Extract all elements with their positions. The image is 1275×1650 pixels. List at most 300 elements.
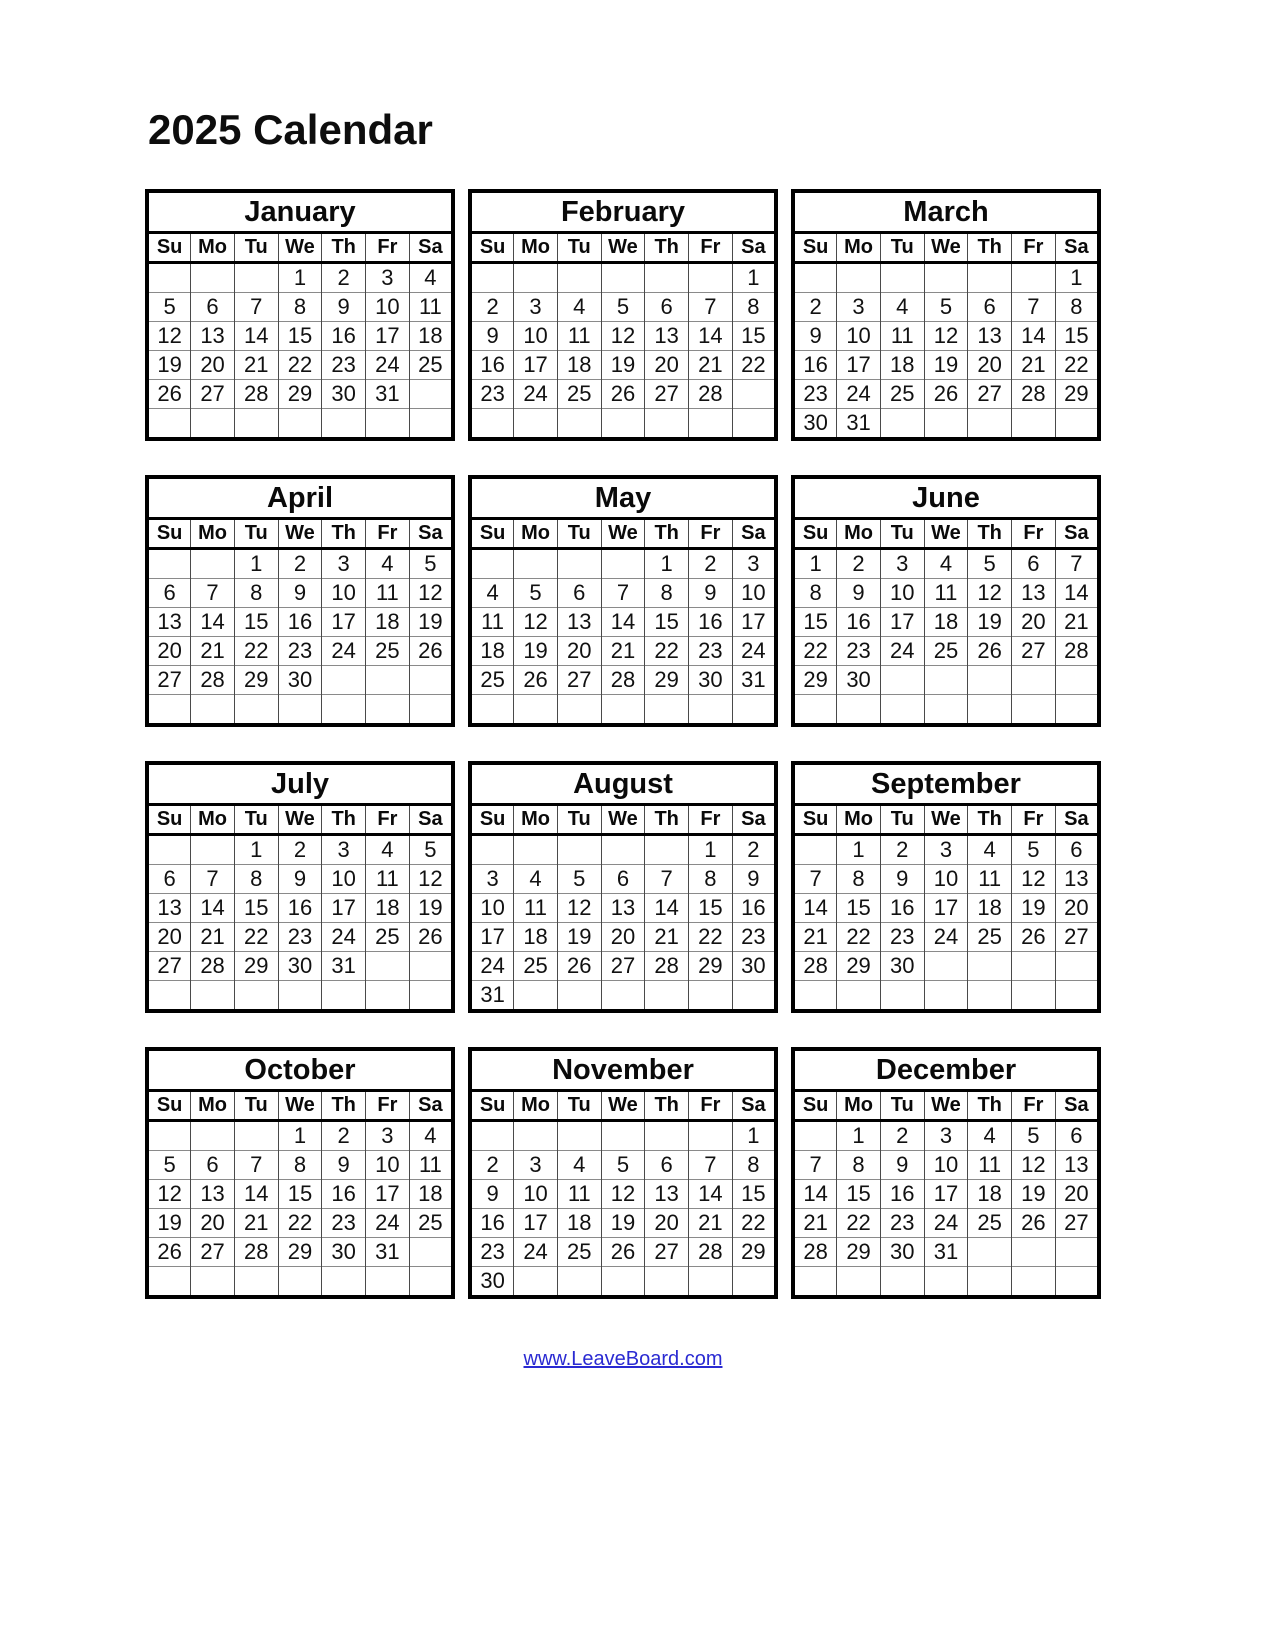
day-cell: 19: [147, 1209, 191, 1238]
dow-header-su: Su: [147, 519, 191, 549]
week-row: [147, 608, 453, 637]
day-cell: 6: [968, 293, 1012, 322]
month-table-august: [468, 761, 778, 1013]
dow-header-su: Su: [793, 519, 837, 549]
day-cell: 9: [793, 322, 837, 351]
month-title: August: [470, 763, 776, 805]
day-cell: 9: [470, 322, 514, 351]
dow-header-mo: Mo: [514, 805, 558, 835]
day-cell: 27: [1055, 1209, 1099, 1238]
day-cell: 2: [880, 835, 924, 865]
day-cell: [147, 1121, 191, 1151]
day-cell: [557, 409, 601, 440]
dow-header-su: Su: [793, 233, 837, 263]
dow-header-th: Th: [968, 519, 1012, 549]
dow-header-sa: Sa: [732, 805, 776, 835]
month-table-november: [468, 1047, 778, 1299]
dow-header-fr: Fr: [366, 1091, 410, 1121]
day-cell: [470, 549, 514, 579]
day-cell: 20: [645, 1209, 689, 1238]
day-cell: 2: [278, 835, 322, 865]
day-cell: [514, 409, 558, 440]
dow-header-tu: Tu: [234, 1091, 278, 1121]
week-row: [793, 666, 1099, 695]
day-cell: 3: [732, 549, 776, 579]
day-cell: 15: [278, 322, 322, 351]
day-cell: 5: [1012, 835, 1056, 865]
dow-header-fr: Fr: [366, 805, 410, 835]
day-cell: 12: [409, 579, 453, 608]
day-cell: 15: [278, 1180, 322, 1209]
day-cell: [601, 549, 645, 579]
dow-header-mo: Mo: [191, 1091, 235, 1121]
week-row: [470, 981, 776, 1012]
day-cell: [191, 835, 235, 865]
day-cell: 4: [366, 549, 410, 579]
day-cell: 25: [366, 923, 410, 952]
day-cell: 1: [837, 1121, 881, 1151]
week-row: [147, 322, 453, 351]
day-cell: 8: [837, 865, 881, 894]
day-cell: 6: [1012, 549, 1056, 579]
day-cell: 6: [645, 293, 689, 322]
dow-header-th: Th: [322, 233, 366, 263]
day-cell: [234, 695, 278, 726]
day-cell: 12: [1012, 865, 1056, 894]
day-cell: 28: [234, 380, 278, 409]
day-cell: [837, 263, 881, 293]
day-cell: 14: [645, 894, 689, 923]
day-cell: 10: [366, 1151, 410, 1180]
day-cell: [880, 695, 924, 726]
day-cell: [470, 1121, 514, 1151]
day-cell: [968, 1238, 1012, 1267]
day-cell: 30: [322, 1238, 366, 1267]
day-cell: [557, 1121, 601, 1151]
day-cell: [191, 409, 235, 440]
dow-header-we: We: [278, 519, 322, 549]
day-cell: [514, 981, 558, 1012]
day-cell: 26: [514, 666, 558, 695]
day-cell: 4: [557, 1151, 601, 1180]
day-cell: 25: [968, 1209, 1012, 1238]
day-cell: 27: [601, 952, 645, 981]
day-cell: 25: [924, 637, 968, 666]
week-row: [470, 923, 776, 952]
day-cell: 8: [645, 579, 689, 608]
day-cell: [880, 1267, 924, 1298]
day-cell: 6: [557, 579, 601, 608]
week-row: [147, 293, 453, 322]
day-cell: 31: [322, 952, 366, 981]
day-cell: 11: [968, 865, 1012, 894]
day-cell: 28: [191, 952, 235, 981]
day-cell: [1012, 1238, 1056, 1267]
day-cell: [880, 666, 924, 695]
day-cell: 1: [1055, 263, 1099, 293]
dow-header-th: Th: [968, 233, 1012, 263]
day-cell: 26: [147, 380, 191, 409]
day-cell: 20: [1055, 1180, 1099, 1209]
day-cell: [514, 263, 558, 293]
day-cell: 5: [601, 1151, 645, 1180]
month-table-october: [145, 1047, 455, 1299]
day-cell: 14: [234, 1180, 278, 1209]
day-cell: 3: [470, 865, 514, 894]
week-row: [470, 579, 776, 608]
day-cell: [793, 263, 837, 293]
day-cell: [322, 409, 366, 440]
day-cell: [366, 981, 410, 1012]
day-cell: 25: [409, 1209, 453, 1238]
day-cell: [880, 409, 924, 440]
month-table-july: [145, 761, 455, 1013]
week-row: [793, 894, 1099, 923]
day-cell: 7: [1012, 293, 1056, 322]
day-cell: 14: [191, 894, 235, 923]
day-cell: 24: [322, 637, 366, 666]
day-cell: 24: [514, 380, 558, 409]
dow-header-fr: Fr: [1012, 1091, 1056, 1121]
day-cell: 25: [470, 666, 514, 695]
day-cell: 18: [470, 637, 514, 666]
day-cell: 2: [470, 293, 514, 322]
day-cell: 19: [601, 351, 645, 380]
day-cell: 21: [191, 923, 235, 952]
day-cell: 23: [322, 351, 366, 380]
day-cell: 15: [837, 894, 881, 923]
week-row: [793, 981, 1099, 1012]
day-cell: [1012, 695, 1056, 726]
day-cell: [191, 981, 235, 1012]
week-row: [470, 1180, 776, 1209]
day-cell: 11: [924, 579, 968, 608]
week-row: [793, 1151, 1099, 1180]
day-cell: 23: [880, 1209, 924, 1238]
day-cell: 10: [924, 1151, 968, 1180]
dow-header-su: Su: [470, 233, 514, 263]
dow-header-tu: Tu: [557, 233, 601, 263]
day-cell: 22: [1055, 351, 1099, 380]
day-cell: 12: [924, 322, 968, 351]
day-cell: 28: [191, 666, 235, 695]
day-cell: 9: [880, 865, 924, 894]
month-title: May: [470, 477, 776, 519]
day-cell: 24: [837, 380, 881, 409]
dow-header-mo: Mo: [837, 1091, 881, 1121]
dow-header-sa: Sa: [1055, 233, 1099, 263]
day-cell: 17: [732, 608, 776, 637]
day-cell: 2: [689, 549, 733, 579]
day-cell: [514, 1121, 558, 1151]
dow-header-fr: Fr: [689, 1091, 733, 1121]
day-cell: 27: [645, 1238, 689, 1267]
day-cell: 17: [322, 894, 366, 923]
day-cell: 17: [924, 1180, 968, 1209]
day-cell: 2: [837, 549, 881, 579]
day-cell: [366, 952, 410, 981]
day-cell: 10: [880, 579, 924, 608]
week-row: [793, 579, 1099, 608]
day-cell: 24: [880, 637, 924, 666]
week-row: [470, 1151, 776, 1180]
day-cell: 19: [1012, 894, 1056, 923]
day-cell: 13: [191, 1180, 235, 1209]
calendar-grid: [145, 189, 1101, 1299]
day-cell: 1: [234, 549, 278, 579]
week-row: [147, 579, 453, 608]
day-cell: [968, 952, 1012, 981]
day-cell: [689, 263, 733, 293]
day-cell: 26: [557, 952, 601, 981]
dow-header-tu: Tu: [557, 805, 601, 835]
dow-header-mo: Mo: [191, 805, 235, 835]
week-row: [793, 409, 1099, 440]
day-cell: 23: [793, 380, 837, 409]
dow-header-fr: Fr: [689, 233, 733, 263]
day-cell: 26: [409, 637, 453, 666]
dow-header-we: We: [924, 519, 968, 549]
day-cell: 16: [689, 608, 733, 637]
day-cell: 28: [793, 1238, 837, 1267]
day-cell: 16: [470, 1209, 514, 1238]
day-cell: 28: [601, 666, 645, 695]
day-cell: 1: [234, 835, 278, 865]
day-cell: 4: [514, 865, 558, 894]
day-cell: 9: [278, 865, 322, 894]
day-cell: [601, 695, 645, 726]
dow-header-su: Su: [470, 805, 514, 835]
week-row: [470, 549, 776, 579]
day-cell: [689, 695, 733, 726]
day-cell: 7: [191, 579, 235, 608]
day-cell: 30: [322, 380, 366, 409]
dow-header-tu: Tu: [234, 233, 278, 263]
week-row: [470, 835, 776, 865]
day-cell: 15: [837, 1180, 881, 1209]
week-row: [793, 380, 1099, 409]
day-cell: 19: [557, 923, 601, 952]
week-row: [793, 263, 1099, 293]
leaveboard-link[interactable]: www.LeaveBoard.com: [523, 1348, 723, 1370]
day-cell: 11: [880, 322, 924, 351]
day-cell: [1055, 952, 1099, 981]
day-cell: 17: [880, 608, 924, 637]
day-cell: 28: [1055, 637, 1099, 666]
dow-header-tu: Tu: [234, 519, 278, 549]
month-title: January: [147, 191, 453, 233]
day-cell: 4: [924, 549, 968, 579]
day-cell: 22: [837, 923, 881, 952]
day-cell: 26: [601, 1238, 645, 1267]
day-cell: 23: [470, 1238, 514, 1267]
month-table-january: [145, 189, 455, 441]
dow-header-we: We: [924, 233, 968, 263]
day-cell: 5: [1012, 1121, 1056, 1151]
day-cell: [514, 549, 558, 579]
day-cell: 14: [1012, 322, 1056, 351]
day-cell: 26: [601, 380, 645, 409]
week-row: [147, 981, 453, 1012]
dow-header-tu: Tu: [880, 805, 924, 835]
day-cell: 26: [147, 1238, 191, 1267]
day-cell: 22: [234, 637, 278, 666]
day-cell: 8: [837, 1151, 881, 1180]
footer: [145, 1348, 1101, 1371]
day-cell: 24: [470, 952, 514, 981]
day-cell: 1: [278, 1121, 322, 1151]
day-cell: 29: [234, 666, 278, 695]
day-cell: 7: [645, 865, 689, 894]
day-cell: 24: [924, 1209, 968, 1238]
week-row: [147, 1151, 453, 1180]
day-cell: 24: [514, 1238, 558, 1267]
day-cell: 8: [732, 293, 776, 322]
day-cell: [924, 409, 968, 440]
day-cell: 19: [409, 608, 453, 637]
dow-header-mo: Mo: [837, 519, 881, 549]
day-cell: 24: [366, 1209, 410, 1238]
week-row: [470, 695, 776, 726]
day-cell: 9: [689, 579, 733, 608]
week-row: [793, 1267, 1099, 1298]
day-cell: 18: [557, 1209, 601, 1238]
day-cell: 10: [514, 1180, 558, 1209]
week-row: [470, 1267, 776, 1298]
day-cell: 16: [322, 1180, 366, 1209]
day-cell: [645, 695, 689, 726]
day-cell: 16: [278, 894, 322, 923]
day-cell: 11: [968, 1151, 1012, 1180]
day-cell: 20: [147, 637, 191, 666]
day-cell: 29: [793, 666, 837, 695]
day-cell: 29: [837, 952, 881, 981]
week-row: [470, 380, 776, 409]
day-cell: 1: [278, 263, 322, 293]
day-cell: 19: [409, 894, 453, 923]
day-cell: [1055, 1267, 1099, 1298]
day-cell: 17: [837, 351, 881, 380]
day-cell: 27: [968, 380, 1012, 409]
dow-header-th: Th: [645, 233, 689, 263]
day-cell: 14: [793, 894, 837, 923]
dow-header-mo: Mo: [191, 519, 235, 549]
week-row: [147, 549, 453, 579]
day-cell: [601, 835, 645, 865]
day-cell: 30: [732, 952, 776, 981]
day-cell: [234, 1267, 278, 1298]
day-cell: [409, 952, 453, 981]
day-cell: 11: [514, 894, 558, 923]
day-cell: 18: [366, 894, 410, 923]
day-cell: 10: [732, 579, 776, 608]
day-cell: 28: [645, 952, 689, 981]
week-row: [147, 894, 453, 923]
day-cell: [470, 263, 514, 293]
day-cell: [732, 409, 776, 440]
day-cell: 28: [689, 380, 733, 409]
day-cell: 4: [470, 579, 514, 608]
day-cell: 13: [1055, 865, 1099, 894]
day-cell: [837, 981, 881, 1012]
day-cell: 17: [924, 894, 968, 923]
day-cell: 19: [147, 351, 191, 380]
week-row: [470, 322, 776, 351]
day-cell: 18: [924, 608, 968, 637]
day-cell: [470, 835, 514, 865]
day-cell: 31: [837, 409, 881, 440]
day-cell: 15: [732, 322, 776, 351]
day-cell: [147, 1267, 191, 1298]
day-cell: [557, 695, 601, 726]
week-row: [470, 293, 776, 322]
day-cell: 10: [322, 865, 366, 894]
day-cell: 19: [1012, 1180, 1056, 1209]
day-cell: [278, 695, 322, 726]
day-cell: [234, 263, 278, 293]
day-cell: 14: [689, 322, 733, 351]
day-cell: 30: [470, 1267, 514, 1298]
day-cell: 2: [793, 293, 837, 322]
week-row: [470, 894, 776, 923]
day-cell: 29: [732, 1238, 776, 1267]
day-cell: [234, 1121, 278, 1151]
day-cell: 21: [689, 351, 733, 380]
day-cell: [322, 666, 366, 695]
day-cell: 4: [409, 1121, 453, 1151]
dow-header-th: Th: [322, 1091, 366, 1121]
day-cell: 21: [234, 351, 278, 380]
day-cell: 9: [322, 1151, 366, 1180]
day-cell: 15: [1055, 322, 1099, 351]
dow-header-fr: Fr: [689, 805, 733, 835]
day-cell: 7: [191, 865, 235, 894]
dow-header-th: Th: [968, 1091, 1012, 1121]
day-cell: 13: [1055, 1151, 1099, 1180]
day-cell: 16: [880, 1180, 924, 1209]
dow-header-sa: Sa: [409, 233, 453, 263]
day-cell: [191, 695, 235, 726]
day-cell: [968, 695, 1012, 726]
day-cell: 9: [880, 1151, 924, 1180]
day-cell: 6: [1055, 1121, 1099, 1151]
day-cell: 15: [732, 1180, 776, 1209]
day-cell: [514, 695, 558, 726]
day-cell: 29: [278, 1238, 322, 1267]
day-cell: 10: [514, 322, 558, 351]
day-cell: 11: [470, 608, 514, 637]
day-cell: [278, 981, 322, 1012]
week-row: [147, 1121, 453, 1151]
dow-header-fr: Fr: [1012, 519, 1056, 549]
day-cell: 3: [366, 263, 410, 293]
day-cell: 23: [278, 923, 322, 952]
week-row: [470, 865, 776, 894]
day-cell: 14: [793, 1180, 837, 1209]
day-cell: 28: [689, 1238, 733, 1267]
day-cell: 5: [557, 865, 601, 894]
day-cell: 29: [234, 952, 278, 981]
day-cell: [191, 263, 235, 293]
dow-header-th: Th: [645, 805, 689, 835]
week-row: [793, 835, 1099, 865]
day-cell: 14: [601, 608, 645, 637]
day-cell: [514, 835, 558, 865]
dow-header-sa: Sa: [732, 1091, 776, 1121]
day-cell: 12: [1012, 1151, 1056, 1180]
day-cell: 11: [366, 579, 410, 608]
day-cell: [366, 695, 410, 726]
